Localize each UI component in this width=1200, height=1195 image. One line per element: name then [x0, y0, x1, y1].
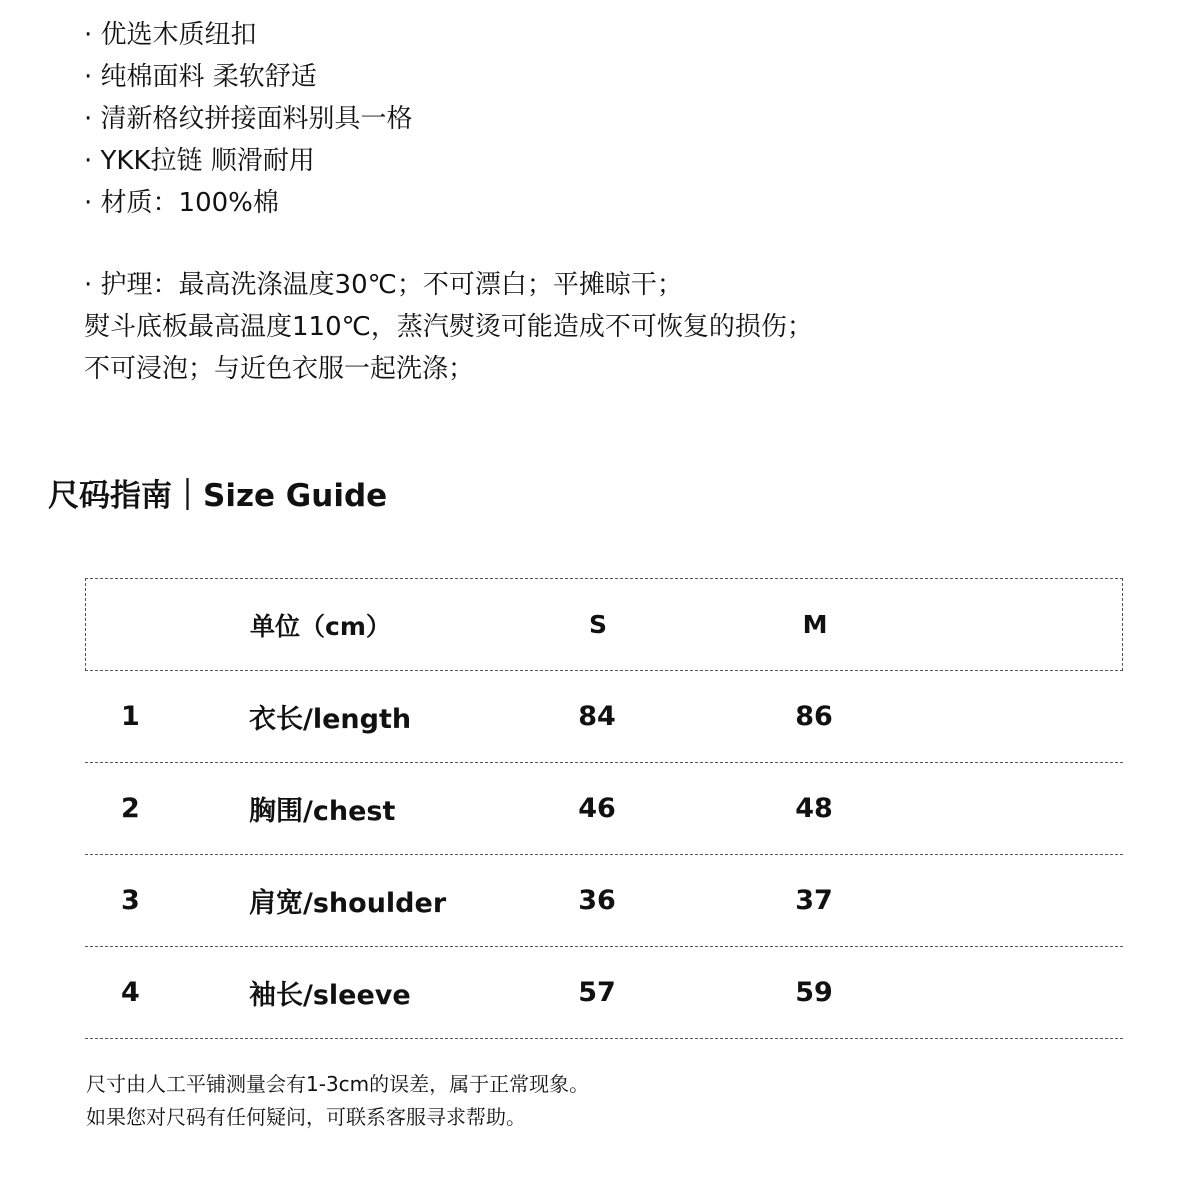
table-row: 4 袖长/sleeve 57 59	[85, 947, 1123, 1039]
size-note-line: 如果您对尺码有任何疑问，可联系客服寻求帮助。	[86, 1105, 526, 1129]
care-line: · 护理：最高洗涤温度30℃；不可漂白；平摊晾干；	[84, 270, 683, 300]
size-note-line: 尺寸由人工平铺测量会有1-3cm的误差，属于正常现象。	[86, 1072, 590, 1096]
row-measurement: 肩宽/shoulder	[249, 888, 447, 919]
row-index: 1	[121, 701, 140, 732]
table-row: 2 胸围/chest 46 48	[85, 763, 1123, 855]
care-line: 不可浸泡；与近色衣服一起洗涤；	[84, 354, 475, 384]
feature-item: · 材质：100%棉	[84, 188, 279, 218]
row-measurement: 袖长/sleeve	[249, 980, 411, 1011]
header-unit: 单位（cm）	[250, 611, 391, 641]
row-measurement: 衣长/length	[249, 704, 412, 735]
care-instructions	[84, 264, 813, 390]
row-measurement: 胸围/chest	[249, 796, 396, 827]
feature-list	[84, 14, 413, 224]
size-note	[86, 1068, 589, 1134]
row-index: 3	[121, 885, 140, 916]
size-guide-title: 尺码指南｜Size Guide	[48, 478, 388, 514]
row-index: 4	[121, 977, 140, 1008]
feature-item: · 清新格纹拼接面料别具一格	[84, 104, 413, 134]
feature-item: · 优选木质纽扣	[84, 20, 257, 50]
size-table-header: 单位（cm） S M	[85, 578, 1123, 671]
size-table	[85, 578, 1123, 1039]
table-row: 3 肩宽/shoulder 36 37	[85, 855, 1123, 947]
row-index: 2	[121, 793, 140, 824]
care-line: 熨斗底板最高温度110℃，蒸汽熨烫可能造成不可恢复的损伤；	[84, 312, 813, 342]
feature-item: · 纯棉面料 柔软舒适	[84, 62, 317, 92]
feature-item: · YKK拉链 顺滑耐用	[84, 146, 315, 176]
table-row: 1 衣长/length 84 86	[85, 671, 1123, 763]
